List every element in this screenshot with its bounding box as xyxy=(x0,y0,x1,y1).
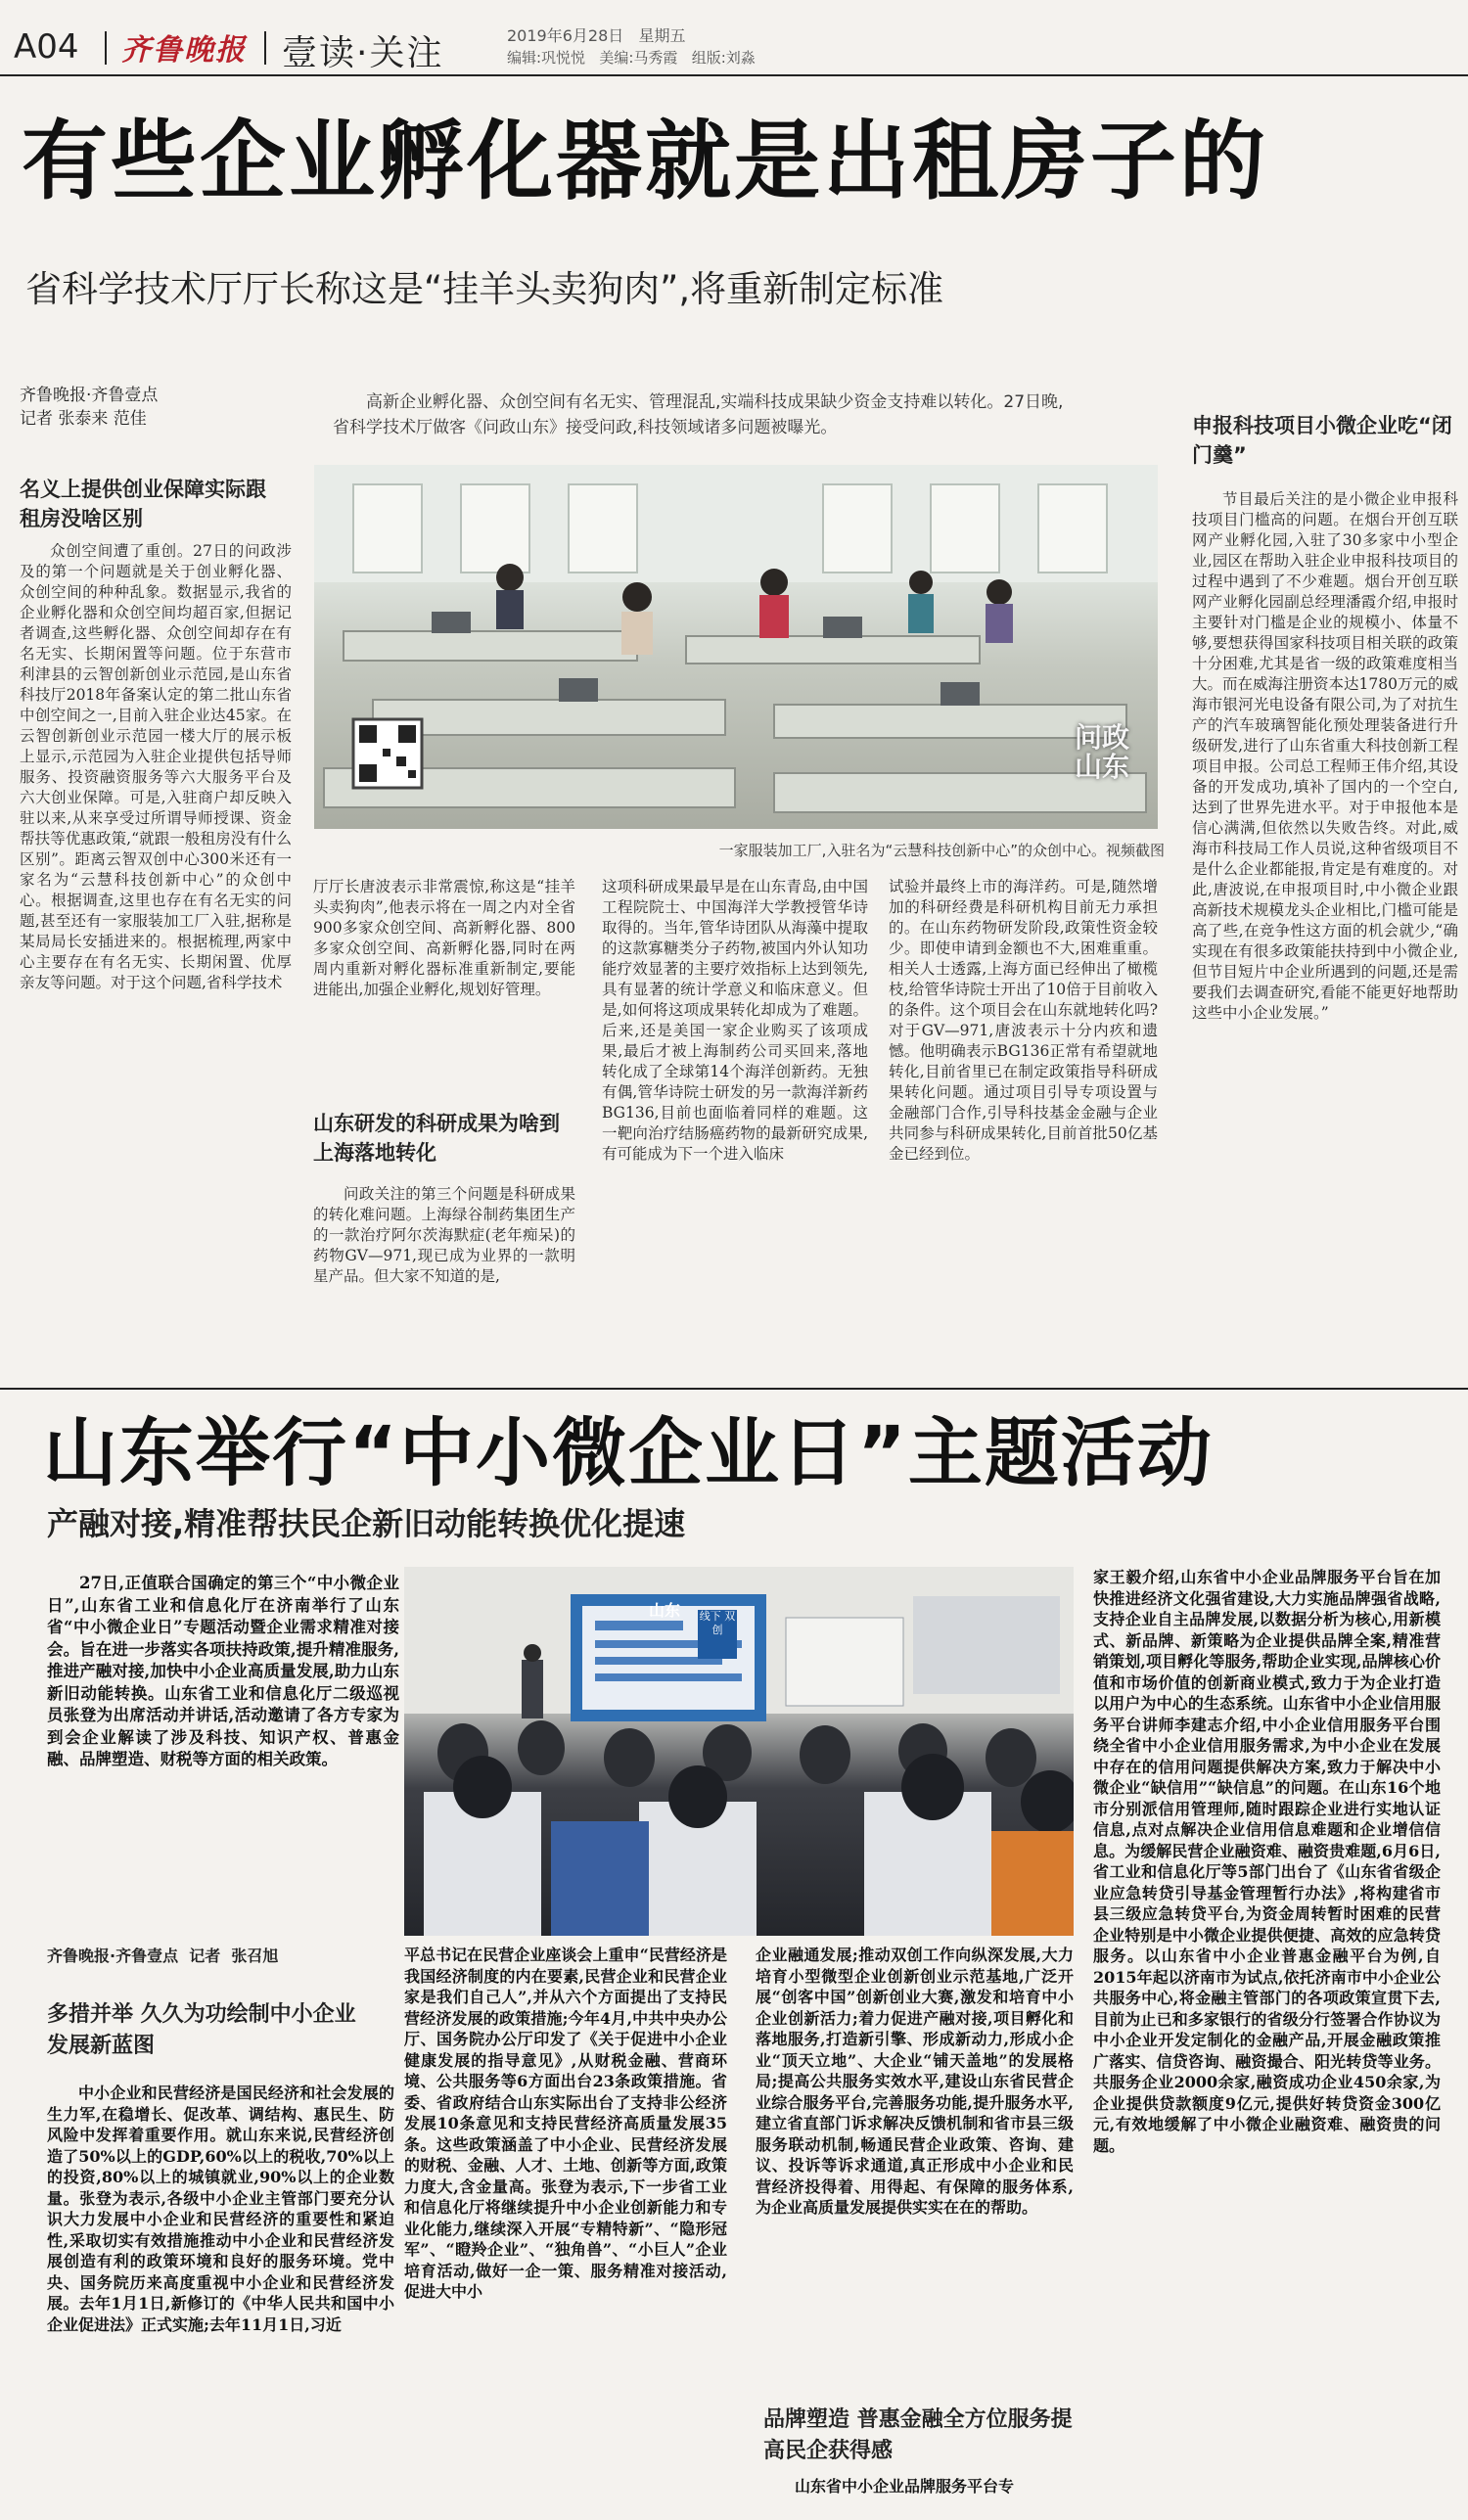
story1-col2-text xyxy=(313,877,575,1076)
paragraph: 平总书记在民营企业座谈会上重申“民营经济是我国经济制度的内在要素,民营企业和民营企业家是我们自己人”,并从六个方面提出了支持民营经济发展的政策措施;今年4月,中共中央办公厅、国务院办公厅印发了《关于促进中小企业健康发展的指导意见》,从财税金融、营商环境、公共服务等6方面出台23条政策措施。省委、省政府结合山东实际出台了支持非公经济发展10条意见和支持民营经济高质量发展35条。这些政策涵盖了中小企业、民营经济发展的财税、金融、人才、土地、创新等方面,政策力度大,含金量高。张登为表示,下一步省工业和信息化厅将继续提升中小企业创新能力和专业化能力,继续深入开展“专精特新”、“隐形冠军”、“瞪羚企业”、“独角兽”、“小巨人”企业培育活动,做好一企一策、服务精准对接活动,促进大中小 xyxy=(404,1946,727,2301)
story1-col3-text xyxy=(602,877,868,1372)
story1-subhead: 省科学技术厅厅长称这是“挂羊头卖狗肉”,将重新制定标准 xyxy=(25,268,944,310)
story1-col1-text xyxy=(20,541,292,1376)
story1-col5-text xyxy=(1192,489,1458,1372)
screen-box-label: 线下 双创 xyxy=(699,1610,736,1636)
masthead-divider xyxy=(264,31,266,65)
paragraph: 中小企业和民营经济是国民经济和社会发展的生力军,在稳增长、促改革、调结构、惠民生、防风险中发挥着重要作用。就山东来说,民营经济创造了50%以上的GDP,60%以上的税收,70%以上的投资,80%以上的城镇就业,90%以上的企业数量。张登为表示,各级中小企业主管部门要充分认识大力发展中小企业和民营经济的重要性和紧迫性,采取切实有效措施推动中小企业和民营经济发展创造有利的政策环境和良好的服务环境。党中央、国务院历来高度重视中小企业和民营经济发展。去年1月1日,新修订的《中华人民共和国中小企业促进法》正式实施;去年11月1日,习近 xyxy=(47,2084,394,2334)
masthead-rule xyxy=(0,74,1468,76)
story1-col2-title: 山东研发的科研成果为啥到上海落地转化 xyxy=(313,1112,560,1165)
paragraph: 企业融通发展;推动双创工作向纵深发展,大力培育小型微型企业创新创业示范基地,广泛开展“创客中国”创新创业大赛,激发和培育中小企业创新活力;着力促进产融对接,项目孵化和落地服务,打造新引擎、形成新动力,形成小企业“顶天立地”、大企业“铺天盖地”的发展格局;提高公共服务实效水平,建设山东省民营企业综合服务平台,完善服务功能,提升服务水平,建立省直部门诉求解决反馈机制和省市县三级服务联动机制,畅通民营企业政策、咨询、建议、投诉等诉求通道,真正形成中小企业和民营经济投得着、用得起、有保障的服务体系,为企业高质量发展提供实实在在的帮助。 xyxy=(756,1946,1074,2217)
factory-photo xyxy=(314,465,1158,829)
date-text: 2019年6月28日 xyxy=(507,26,624,45)
issue-date xyxy=(507,23,686,46)
factory-scene xyxy=(314,465,1158,829)
weekday-text: 星期五 xyxy=(638,26,686,45)
lead-line-1: 高新企业孵化器、众创空间有名无实、管理混乱,实端科技成果缺少资金支持难以转化。27日晚, xyxy=(366,392,1064,412)
photo-caption: 一家服装加工厂,入驻名为“云慧科技创新中心”的众创中心。视频截图 xyxy=(718,842,1165,859)
byline-source: 齐鲁晚报·齐鲁壹点 xyxy=(20,386,159,405)
masthead xyxy=(0,0,1468,76)
editor-credits: 编辑:巩悦悦 美编:马秀霞 组版:刘淼 xyxy=(507,49,756,67)
story1-col2-text-b xyxy=(313,1184,575,1372)
paragraph: 节目最后关注的是小微企业申报科技项目门槛高的问题。在烟台开创互联网产业孵化园,入驻了30多家中小型企业,园区在帮助入驻企业申报科技项目的过程中遇到了不少难题。烟台开创互联网产业孵化园副总经理潘霞介绍,申报时主要针对门槛是企业的规模小、体量不够,要想获得国家科技项目相关联的政策十分困难,尤其是省一级的政策难度相当大。而在威海注册资本达1780万元的威海市银河光电设备有限公司,为了对抗生产的汽车玻璃智能化预处理装备进行升级研发,进行了山东省重大科技创新工程项目申报。公司总工程师王伟介绍,其设备的开发成功,填补了国内的一个空白,达到了世界先进水平。对于申报他本是信心满满,但依然以失败告终。对此,威海市科技局工作人员说,这种省级项目不是什么企业都能报,肯定是有难度的。对此,唐波说,在申报项目时,中小微企业跟高新技术规模龙头企业相比,门槛可能是高了些,在竞争性这方面的机会就少,“确实现在有很多政策能扶持到中小微企业,但节目短片中企业所遇到的问题,还是需要我们去调查研究,看能不能更好地帮助这些中小企业发展。” xyxy=(1192,490,1458,1022)
page-number: A04 xyxy=(14,27,79,67)
story-divider xyxy=(0,1388,1468,1390)
paragraph: 家王毅介绍,山东省中小企业品牌服务平台旨在加快推进经济文化强省建设,大力实施品牌强省战略,支持企业自主品牌发展,以数据分析为核心,用新模式、新品牌、新策略为企业提供品牌全案,精准营销策划,项目孵化等服务,帮助企业实现,品牌核心价值和市场价值的创新商业模式,致力于为企业打造以用户为中心的生态系统。山东省中小企业信用服务平台讲师李建志介绍,中小企业信用服务平台围绕全省中小企业信用服务需求,为中小企业在发展中存在的信用问题提供解决方案,致力于解决中小微企业“缺信用”“缺信息”的问题。在山东16个地市分别派信用管理师,随时跟踪企业进行实地认证信息,点对点解决企业信用信息难题和企业增信信息。为缓解民营企业融资难、融资贵难题,6月6日,省工业和信息化厅等5部门出台了《山东省省级企业应急转贷引导基金管理暂行办法》,将构建省市县三级应急转贷平台,为资金周转暂时困难的民营企业特别是中小微企业提供便捷、高效的应急转贷服务。以山东省中小企业普惠金融平台为例,自2015年起以济南市为试点,依托济南市中小企业公共服务中心,将金融主管部门的各项政策宣贯下去,目前为止已和多家银行的省级分行签署合作协议为中小企业开发定制化的金融产品,开展金融政策推广落实、信贷咨询、融资撮合、阳光转贷等业务。共服务企业2000余家,融资成功企业450余家,为企业提供贷款额度9亿元,提供好转贷资金300亿元,有效地缓解了中小微企业融资难、融资贵的问题。 xyxy=(1093,1568,1441,2155)
story1-col5-title: 申报科技项目小微企业吃“闭门羹” xyxy=(1192,414,1452,467)
story1-lead xyxy=(333,389,1174,440)
paragraph: 众创空间遭了重创。27日的问政涉及的第一个问题就是关于创业孵化器、众创空间的种种乱象。数据显示,我省的企业孵化器和众创空间均超百家,但据记者调查,这些孵化器、众创空间却存在有名无实、长期闲置等问题。位于东营市利津县的云智创新创业示范园,是山东省科技厅2018年备案认定的第二批山东省中创空间之一,目前入驻企业达45家。在云智创新创业示范园一楼大厅的展示板上显示,示范园为入驻企业提供包括导师服务、投资融资服务等六大服务平台及六大创业保障。可是,入驻商户却反映入驻以来,从来享受过所谓导师授课、资金帮扶等优惠政策,“就跟一般租房没有什么区别”。距离云智双创中心300米还有一家名为“云慧科技创新中心”的众创中心。根据调查,这里也存在有名无实的问题,甚至还有一家服装加工厂入驻,据称是某局局长安插进来的。根据梳理,两家中心主要存在有名无实、长期闲置、优厚亲友等问题。对于这个问题,省科学技术 xyxy=(20,542,292,991)
story2-col3-tail: 山东省中小企业品牌服务平台专 xyxy=(795,2477,1015,2496)
story1-col4-text xyxy=(889,877,1158,1372)
story1-headline: 有些企业孵化器就是出租房子的 xyxy=(22,111,1269,211)
screen-title: 山东 xyxy=(649,1601,681,1620)
masthead-divider xyxy=(105,31,107,65)
paragraph: 这项科研成果最早是在山东青岛,由中国工程院院士、中国海洋大学教授管华诗取得的。当年,管华诗团队从海藻中提取的这款寡糖类分子药物,被国内外认知功能疗效显著的主要疗效指标上达到领先,具有显著的统计学意义和临床意义。但是,如何将这项成果转化却成为了难题。后来,还是美国一家企业购买了该项成果,最后才被上海制药公司买回来,落地转化成了全球第14个海洋创新药。无独有偶,管华诗院士研发的另一款海洋新药BG136,目前也面临着同样的难题。这一靶向治疗结肠癌药物的最新研究成果,有可能成为下一个进入临床 xyxy=(602,878,868,1163)
story2-col3-text xyxy=(756,1945,1074,2375)
paragraph: 问政关注的第三个问题是科研成果的转化难问题。上海绿谷制药集团生产的一款治疗阿尔茨海默症(老年痴呆)的药物GV—971,现已成为业界的一款明星产品。但大家不知道的是, xyxy=(313,1185,575,1285)
story2-subhead: 产融对接,精准帮扶民企新旧动能转换优化提速 xyxy=(47,1505,686,1542)
story2-col4-text xyxy=(1093,1567,1441,2508)
story1-byline xyxy=(20,384,313,431)
paragraph: 厅厅长唐波表示非常震惊,称这是“挂羊头卖狗肉”,他表示将在一周之内对全省900多家众创空间、高新孵化器、800多家众创空间、高新孵化器,同时在两周内重新对孵化器标准重新制定,要能进能出,加强企业孵化,规划好管理。 xyxy=(313,878,575,998)
story2-col1-title: 多措并举 久久为功绘制中小企业发展新蓝图 xyxy=(47,2002,356,2058)
section-title: 壹读·关注 xyxy=(282,33,444,73)
story2-lead xyxy=(47,1573,399,1881)
byline-reporters: 记者 张泰来 范佳 xyxy=(20,409,147,429)
conference-scene xyxy=(404,1567,1074,1936)
paragraph: 试验并最终上市的海洋药。可是,随然增加的科研经费是科研机构目前无力承担的。在山东药物研发阶段,政策性资金较少。即使申请到金额也不大,困难重重。相关人士透露,上海方面已经伸出了橄榄枝,给管华诗院士开出了10倍于目前收入的条件。这个项目会在山东就地转化吗?对于GV—971,唐波表示十分内疚和遗憾。他明确表示BG136正常有希望就地转化,目前省里已在制定政策指导科研成果转化问题。通过项目引导专项设置与金融部门合作,引导科技基金金融与企业共同参与科研成果转化,目前首批50亿基金已经到位。 xyxy=(889,878,1158,1163)
story2-col3-title: 品牌塑造 普惠金融全方位服务提高民企获得感 xyxy=(763,2407,1073,2463)
paper-name-logo: 齐鲁晚报 xyxy=(121,33,247,68)
conference-photo xyxy=(404,1567,1074,1936)
story2-col2-text xyxy=(404,1945,727,2508)
story2-col1-text xyxy=(47,2083,394,2508)
paragraph: 27日,正值联合国确定的第三个“中小微企业日”,山东省工业和信息化厅在济南举行了山东省“中小微企业日”专题活动暨企业需求精准对接会。旨在进一步落实各项扶持政策,提升精准服务,推进产融对接,加快中小企业高质量发展,助力山东新旧动能转换。山东省工业和信息化厅二级巡视员张登为出席活动并讲话,活动邀请了各方专家为到会企业解读了涉及科技、知识产权、普惠金融、品牌塑造、财税等方面的相关政策。 xyxy=(47,1574,399,1768)
wenzheng-shandong-logo: 问政山东 xyxy=(1074,721,1129,783)
story2-byline: 齐鲁晚报·齐鲁壹点 记者 张召旭 xyxy=(47,1947,279,1965)
lead-line-2: 省科学技术厅做客《问政山东》接受问政,科技领域诸多问题被曝光。 xyxy=(333,418,838,437)
story1-col1-title: 名义上提供创业保障实际跟租房没啥区别 xyxy=(20,478,266,530)
story2-headline: 山东举行“中小微企业日”主题活动 xyxy=(43,1409,1214,1496)
